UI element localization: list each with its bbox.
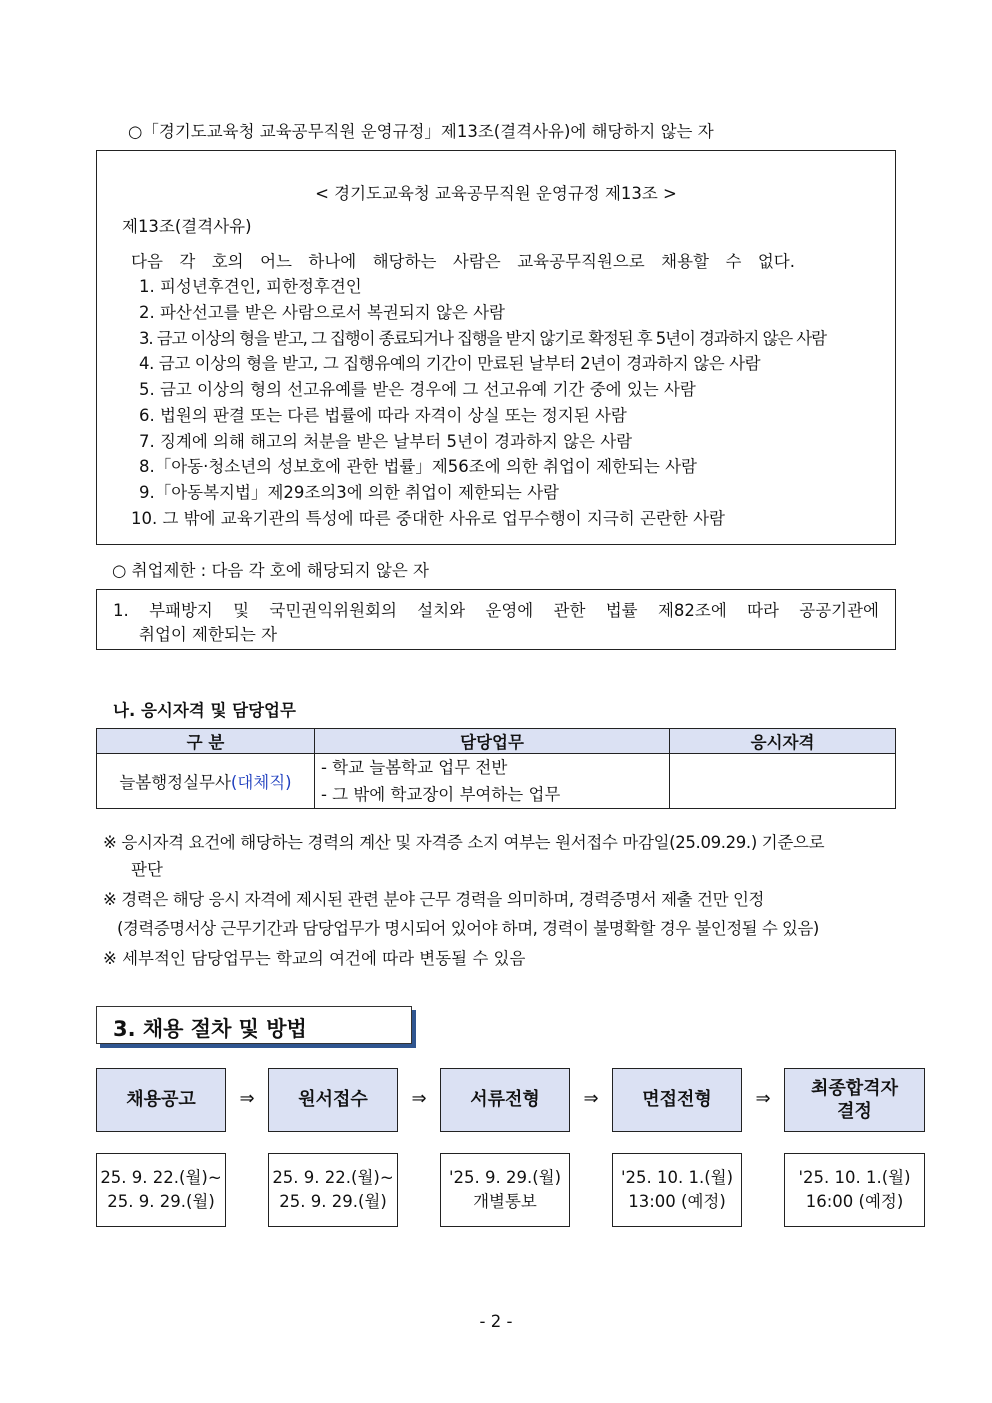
disqualification-item: 1. 피성년후견인, 피한정후견인: [139, 277, 362, 296]
restriction-line: 1. 부패방지 및 국민권익위원회의 설치와 운영에 관한 법률 제82조에 따라 공공기관에: [113, 601, 879, 620]
duty-item: - 그 밖에 학교장이 부여하는 업무: [320, 785, 561, 804]
page-number: - 2 -: [479, 1312, 513, 1331]
step-application: 원서접수: [268, 1068, 398, 1132]
disqualification-item: 2. 파산선고를 받은 사람으로서 복권되지 않은 사람: [139, 303, 505, 322]
qualification-table: [96, 728, 896, 809]
step-final-decision: 최종합격자 결정: [784, 1068, 925, 1132]
arrow-icon: ⇒: [411, 1088, 427, 1109]
qualification-cell: [670, 754, 896, 809]
disqualification-item: 10. 그 밖에 교육기관의 특성에 따른 중대한 사유로 업무수행이 지극히 곤란한 사람: [131, 509, 725, 528]
arrow-icon: ⇒: [239, 1088, 255, 1109]
disqualification-item: 9.「아동복지법」제29조의3에 의한 취업이 제한되는 사람: [139, 483, 559, 502]
note: ※ 경력은 해당 응시 자격에 제시된 관련 분야 근무 경력을 의미하며, 경력증명서 제출 건만 인정: [103, 890, 765, 909]
step-date: '25. 10. 1.(월) 13:00 (예정): [612, 1153, 742, 1227]
table-header: 담당업무: [314, 729, 669, 754]
step-document-screening: 서류전형: [440, 1068, 570, 1132]
eligibility-criterion: ○「경기도교육청 교육공무직원 운영규정」제13조(결격사유)에 해당하지 않는 자: [128, 122, 714, 141]
table-header: 응시자격: [670, 729, 896, 754]
duties-cell: [314, 754, 669, 809]
article-title: 제13조(결격사유): [122, 217, 252, 236]
arrow-icon: ⇒: [755, 1088, 771, 1109]
disqualification-item: 7. 징계에 의해 해고의 처분을 받은 날부터 5년이 경과하지 않은 사람: [139, 432, 633, 451]
table-header: 구 분: [97, 729, 315, 754]
disqualification-item: 3. 금고 이상의 형을 받고, 그 집행이 종료되거나 집행을 받지 않기로 확정된 후 5년이 경과하지 않은 사람: [139, 329, 826, 348]
arrow-icon: ⇒: [583, 1088, 599, 1109]
category-note: (대체직): [230, 773, 292, 792]
step-date: 25. 9. 22.(월)~ 25. 9. 29.(월): [96, 1153, 226, 1227]
employment-restriction-criterion: ○ 취업제한 : 다음 각 호에 해당되지 않은 자: [112, 561, 429, 580]
note: ※ 응시자격 요건에 해당하는 경력의 계산 및 자격증 소지 여부는 원서접수 마감일(25.09.29.) 기준으로: [103, 833, 825, 852]
procedure-heading: 3. 채용 절차 및 방법: [113, 1017, 307, 1041]
note: 판단: [131, 860, 163, 879]
section-heading: 나. 응시자격 및 담당업무: [113, 701, 296, 720]
category-name: 늘봄행정실무사: [119, 773, 231, 792]
step-date: '25. 9. 29.(월) 개별통보: [440, 1153, 570, 1227]
disqualification-item: 8.「아동·청소년의 성보호에 관한 법률」제56조에 의한 취업이 제한되는 사람: [139, 457, 697, 476]
step-date: '25. 10. 1.(월) 16:00 (예정): [784, 1153, 925, 1227]
restriction-line: 취업이 제한되는 자: [139, 625, 278, 644]
procedure-heading-box: [96, 1006, 412, 1044]
step-date: 25. 9. 22.(월)~ 25. 9. 29.(월): [268, 1153, 398, 1227]
article-intro: 다음 각 호의 어느 하나에 해당하는 사람은 교육공무직원으로 채용할 수 없다.: [131, 252, 795, 271]
note: (경력증명서상 근무기간과 담당업무가 명시되어 있어야 하며, 경력이 불명확할 경우 불인정될 수 있음): [117, 919, 819, 938]
disqualification-item: 5. 금고 이상의 형의 선고유예를 받은 경우에 그 선고유예 기간 중에 있는 사람: [139, 380, 696, 399]
step-recruitment-notice: 채용공고: [96, 1068, 226, 1132]
note: ※ 세부적인 담당업무는 학교의 여건에 따라 변동될 수 있음: [103, 949, 526, 968]
disqualification-item: 6. 법원의 판결 또는 다른 법률에 따라 자격이 상실 또는 정지된 사람: [139, 406, 627, 425]
category-cell: [97, 754, 315, 809]
step-interview: 면접전형: [612, 1068, 742, 1132]
disqualification-item: 4. 금고 이상의 형을 받고, 그 집행유예의 기간이 만료된 날부터 2년이 경과하지 않은 사람: [139, 354, 761, 373]
regulation-title: < 경기도교육청 교육공무직원 운영규정 제13조 >: [315, 184, 677, 203]
duty-item: - 학교 늘봄학교 업무 전반: [320, 758, 508, 777]
